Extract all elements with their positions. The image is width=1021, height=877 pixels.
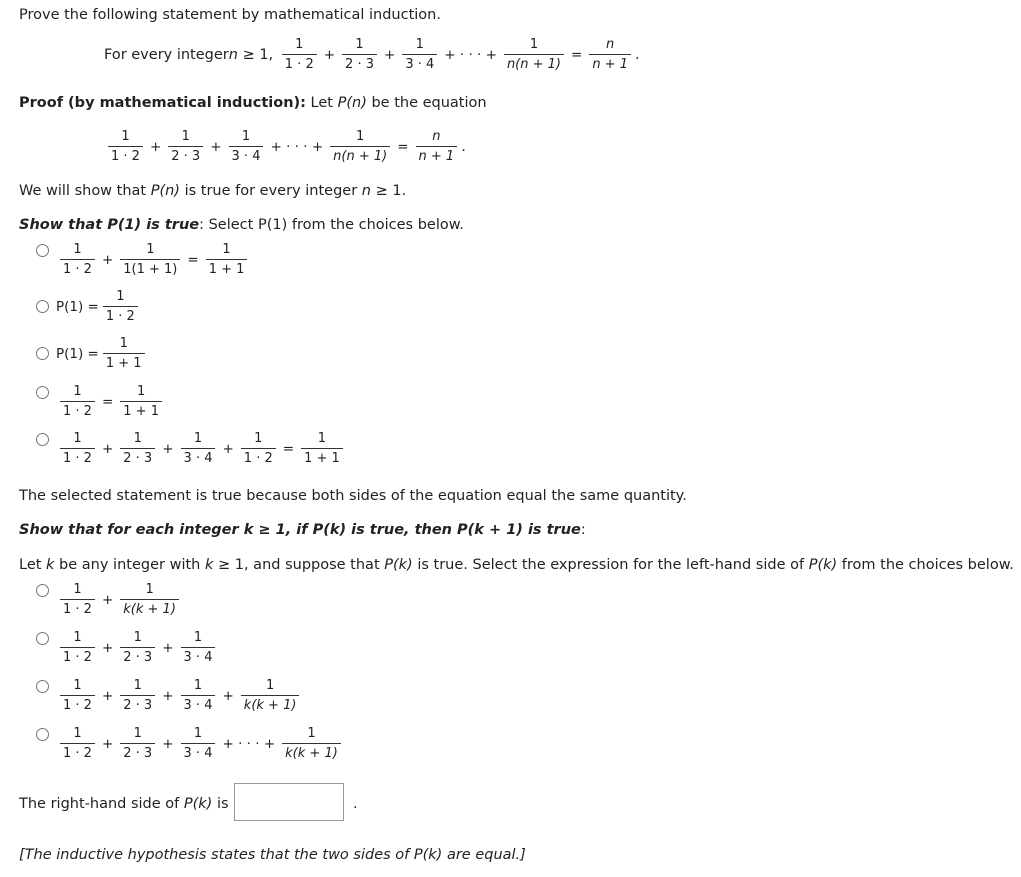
part2-heading <box>19 522 586 538</box>
radio-button[interactable] <box>36 632 49 645</box>
radio-button[interactable] <box>36 244 49 257</box>
statement-frac-3: $\frac{1}{3 \cdot 4}$ <box>402 38 437 72</box>
period: . <box>634 47 640 63</box>
plus-sign: + <box>384 47 396 63</box>
proof-heading-text: Let <box>305 95 338 111</box>
eq-frac-1: $\frac{1}{1 \cdot 2}$ <box>108 130 143 164</box>
p1-option-5[interactable]: $\frac{1}{1 \cdot 2}$ + $\frac{1}{2 \cdot 3}$ + $\frac{1}{3 \cdot 4}$ + $\frac{1}{1 \cdot 2}$ = $\frac{1}{1 + 1}$ <box>56 432 347 466</box>
statement-var: n <box>228 47 238 63</box>
colon: : <box>580 522 586 538</box>
ellipsis: + · · · + <box>270 139 324 155</box>
statement-frac-2: $\frac{1}{2 \cdot 3}$ <box>342 38 377 72</box>
p2-option-4[interactable]: $\frac{1}{1 \cdot 2}$ + $\frac{1}{2 \cdot 3}$ + $\frac{1}{3 \cdot 4}$ + · · · + $\frac{1}{k(k + 1)}$ <box>56 727 345 761</box>
plus-sign: + <box>323 47 336 63</box>
pn-equation <box>104 130 466 164</box>
statement-cond: ≥ 1, <box>237 47 278 63</box>
radio-button[interactable] <box>36 347 49 360</box>
part2-heading-bold: Show that for each integer k ≥ 1, if P(k) is true, then P(k + 1) is true <box>19 522 581 538</box>
radio-button[interactable] <box>36 386 49 399</box>
radio-button[interactable] <box>36 728 49 741</box>
proof-heading-bold: Proof (by mathematical induction): <box>19 95 306 111</box>
statement-prefix: For every integer <box>104 47 229 63</box>
theorem-statement <box>104 38 640 72</box>
equals-sign: = <box>571 47 583 63</box>
radio-button[interactable] <box>36 680 49 693</box>
pn-label: P(n) <box>337 95 367 111</box>
radio-button[interactable] <box>36 300 49 313</box>
radio-button[interactable] <box>36 584 49 597</box>
statement-rhs: $\frac{n}{n + 1}$ <box>589 38 631 72</box>
plus-sign: + <box>149 139 162 155</box>
period: . <box>461 139 466 155</box>
eq-frac-last: $\frac{1}{n(n + 1)}$ <box>330 130 390 164</box>
show-line: We will show that P(n) is true for every integer n ≥ 1. <box>19 183 407 199</box>
p1-option-1[interactable]: $\frac{1}{1 \cdot 2}$ + $\frac{1}{1(1 + 1)}$ = $\frac{1}{1 + 1}$ <box>56 243 251 277</box>
rhs-prompt: The right-hand side of P(k) is <box>19 796 229 812</box>
part1-heading <box>19 217 464 233</box>
eq-frac-3: $\frac{1}{3 \cdot 4}$ <box>229 130 264 164</box>
part1-heading-bold: Show that P(1) is true <box>19 217 200 233</box>
p1-option-2[interactable]: P(1) = $\frac{1}{1 \cdot 2}$ <box>56 290 142 324</box>
part2-intro: Let k be any integer with k ≥ 1, and suppose that P(k) is true. Select the expression for the left-hand side of P(k) from the choices below. <box>19 557 1014 573</box>
statement-frac-last: $\frac{1}{n(n + 1)}$ <box>504 38 564 72</box>
part1-instruction: : Select P(1) from the choices below. <box>199 217 464 233</box>
p2-option-3[interactable]: $\frac{1}{1 \cdot 2}$ + $\frac{1}{2 \cdot 3}$ + $\frac{1}{3 \cdot 4}$ + $\frac{1}{k(k + 1)}$ <box>56 679 303 713</box>
selected-statement-text: The selected statement is true because both sides of the equation equal the same quantity. <box>19 488 687 504</box>
proof-heading-text: be the equation <box>366 95 487 111</box>
period: . <box>353 796 358 812</box>
eq-rhs: $\frac{n}{n + 1}$ <box>416 130 458 164</box>
p2-option-1[interactable]: $\frac{1}{1 \cdot 2}$ + $\frac{1}{k(k + 1)}$ <box>56 583 183 617</box>
p1-option-3[interactable]: P(1) = $\frac{1}{1 + 1}$ <box>56 337 149 371</box>
radio-button[interactable] <box>36 433 49 446</box>
intro-text: Prove the following statement by mathematical induction. <box>19 7 441 23</box>
equals-sign: = <box>397 139 409 155</box>
p1-option-4[interactable]: $\frac{1}{1 \cdot 2}$ = $\frac{1}{1 + 1}$ <box>56 385 166 419</box>
hypothesis-note: [The inductive hypothesis states that the two sides of P(k) are equal.] <box>19 847 526 863</box>
plus-sign: + <box>210 139 222 155</box>
eq-frac-2: $\frac{1}{2 \cdot 3}$ <box>168 130 203 164</box>
p2-option-2[interactable]: $\frac{1}{1 \cdot 2}$ + $\frac{1}{2 \cdot 3}$ + $\frac{1}{3 \cdot 4}$ <box>56 631 219 665</box>
rhs-answer-input[interactable] <box>234 783 344 821</box>
proof-heading <box>19 95 487 111</box>
statement-frac-1: $\frac{1}{1 \cdot 2}$ <box>282 38 317 72</box>
ellipsis: + · · · + <box>444 47 497 63</box>
